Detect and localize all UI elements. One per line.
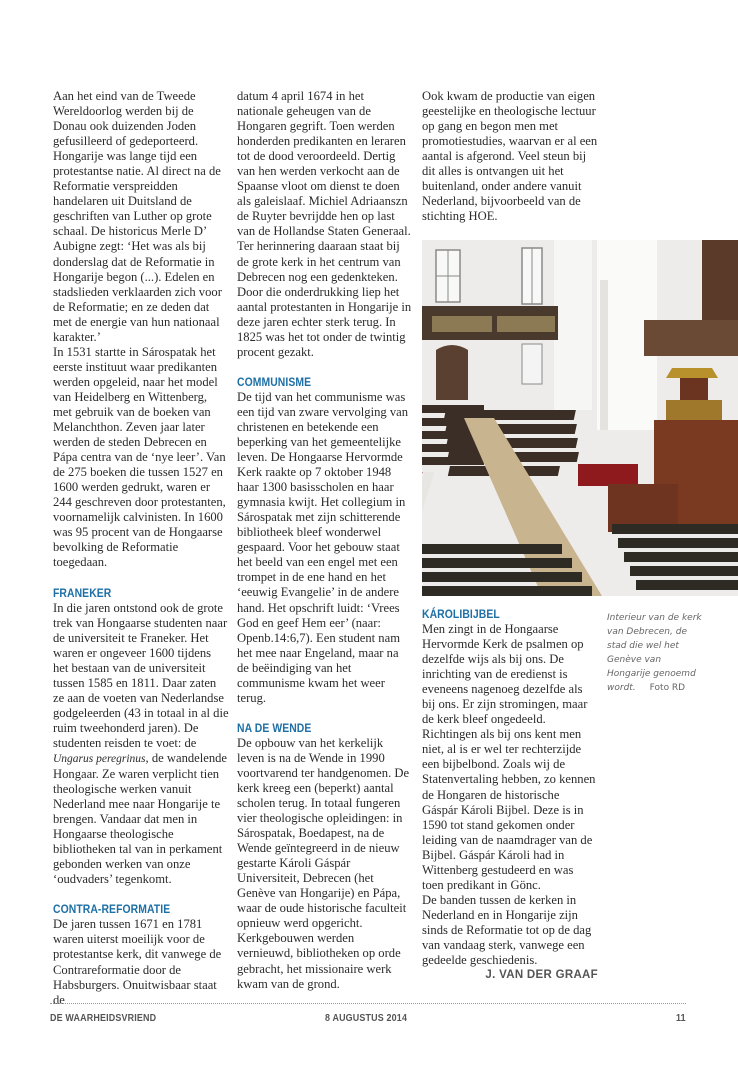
paragraph [53,601,229,888]
footer-divider [50,1003,686,1004]
text-span: , de wandelende Hongaar. Ze waren verplicht tien theologische werken vanuit Nederland mee naar Hongarije te brengen. Vandaar dat men in Hongaarse theologische bibliotheken tal van in perkament gebonden werken van onze ‘oudvaders’ tegenkomt. [53,750,228,887]
paragraph: De banden tussen de kerken in Nederland en in Hongarije zijn sinds de Reformatie tot op de dag van vandaag sterk, vanwege een gedeelde geschiedenis. [422,892,592,968]
author-byline: J. VAN DER GRAAF [485,969,598,982]
paragraph: Door die onderdrukking liep het aantal protestanten in Hongarije in deze jaren echter sterk terug. In 1825 was het tot onder de twintig procent gezakt. [237,284,412,359]
publication-name: DE WAARHEIDSVRIEND [50,1012,157,1024]
paragraph: De opbouw van het kerkelijk leven is na de Wende in 1990 voortvarend ter handgenomen. De kerk kreeg een (beperkt) aantal scholen terug. In totaal fungeren vier theologische opleidingen: in Sárospatak, Boedapest, na de Wende geïntegreerd in de nieuw gestarte Károli Gáspár Universiteit, Debrecen (het Genève van Hongarije) en Pápa, waar de oude historische faculteit opnieuw werd opgericht. Kerkgebouwen werden vernieuwd, bibliotheken op orde gebracht, het missionaire werk kwam van de grond. [237,735,410,991]
paragraph: In 1531 startte in Sárospatak het eerste instituut waar predikanten werden opgeleid, naar het model van Heidelberg en Wittenberg, met gebruik van de boeken van Melanchthon. Zeven jaar later werden de steden Debrecen en Pápa centra van de ‘nye leer’. Van de 275 boeken die tussen 1527 en 1600 werden gedrukt, waren er 244 geschreven door protestanten, voornamelijk calvinisten. In 1600 was 95 procent van de Hongaarse bevolking de Reformatie toegedaan. [53,344,226,570]
section-heading-contra-reformatie: CONTRA-REFORMATIE [53,902,171,917]
text-span: In die jaren ontstond ook de grote trek van Hongaarse studenten naar de universiteit te Franeker. Het waren er ongeveer 1600 tijdens het bestaan van de universiteit tussen 1585 en 1811. Daar zaten ze aan de voeten van Nederlandse godgeleerden (43 in totaal in al die ruim tweehonderd jaren). De studenten reisden te voet: de [53,600,229,750]
paragraph: Ook kwam de productie van eigen geestelijke en theologische lectuur op gang en begon men met promotiestudies, waarvan er al een aantal is afgerond. Veel steun bij dit alles is ontvangen uit het buitenland, onder andere vanuit Nederland, bijvoorbeeld van de stichting HOE. [422,89,598,224]
page-number: 11 [676,1012,686,1024]
section-heading-franeker: FRANEKER [53,585,112,600]
paragraph: Hongarije was lange tijd een protestantse natie. Al direct na de Reformatie verspreidden handelaren uit Duitsland de geschriften van Luther op grote schaal. De historicus Merle D’ Aubigne zegt: ‘Het was als bij donderslag dat de Reformatie in Hongarije begon (...). Edelen en stadslieden verklaarden zich voor de Reformatie; en ze deden dat met de energie van hun nationaal karakter.’ [53,149,222,344]
church-interior-image [422,240,738,596]
paragraph: De jaren tussen 1671 en 1781 waren uiterst moeilijk voor de protestantse kerk, dit vanwege de Contrareformatie door de Habsburgers. Onuitwisbaar staat de [53,917,222,1007]
latin-term: Ungarus peregrinus [53,752,146,765]
church-interior-photo [422,240,738,596]
paragraph: Men zingt in de Hongaarse Hervormde Kerk de psalmen op dezelfde wijs als bij ons. De inrichting van de eredienst is eveneens nagenoeg dezelfde als bij ons. Er zijn stromingen, maar de kerk bleef ongedeeld. Richtingen als bij ons kent men niet, al is er wel ter rechterzijde een bijbelbond. Zoals wij de Statenvertaling hebben, zo kennen de Hongaren de historische Gáspár Károli Bijbel. Deze is in 1590 tot stand gekomen onder leiding van de naamdrager van de Bijbel. Gáspár Károli had in Wittenberg gestudeerd en was toen predikant in Gönc. [422,622,596,892]
caption-text: Interieur van de kerk van Debrecen, de stad die wel het Genève van Hongarije genoemd wordt. [607,613,702,693]
article-column-2 [237,89,413,992]
article-column-3-top [422,89,598,224]
section-heading-na-de-wende: NA DE WENDE [237,720,312,735]
photo-credit: Foto RD [649,683,686,693]
article-column-1 [53,89,229,1008]
paragraph: Aan het eind van de Tweede Wereldoorlog werden bij de Donau ook duizenden Joden gefusilleerd of gedeporteerd. [53,89,199,149]
issue-date: 8 AUGUSTUS 2014 [325,1012,408,1024]
section-heading-communisme: COMMUNISME [237,374,312,389]
paragraph: De tijd van het communisme was een tijd van zware vervolging van christenen en betekende een beperking van het gemeentelijke leven. De Hongaarse Hervormde Kerk raakte op 7 oktober 1948 haar 1300 basisscholen en haar gymnasia kwijt. Het collegium in Sárospatak met zijn schitterende bibliotheek bleef wonderwel gespaard. Voor het gebouw staat het beeld van een engel met een trompet in de ene hand en het ‘eeuwig Evangelie’ in de andere hand. Het opschrift luidt: ‘Vrees God en geef Hem eer’ (naar: Openb.14:6,7). Een student nam het mee naar Engeland, maar na de beëindiging van het communisme kwam het weer terug. [237,389,408,705]
paragraph: datum 4 april 1674 in het nationale geheugen van de Hongaren gegrift. Toen werden honderden predikanten en leraren tot de dood veroordeeld. Dertig van hen werden verkocht aan de Spaanse vloot om dienst te doen als galeislaaf. Michiel Adriaanszn de Ruyter bevrijdde hen op last van de Hollandse Staten Generaal. Ter herinnering daaraan staat bij de grote kerk in het centrum van Debrecen nog een gedenkteken. [237,89,411,284]
photo-caption [607,611,707,695]
section-heading-karolibijbel: KÁROLIBIJBEL [422,607,500,621]
article-column-3-bottom [422,607,598,983]
